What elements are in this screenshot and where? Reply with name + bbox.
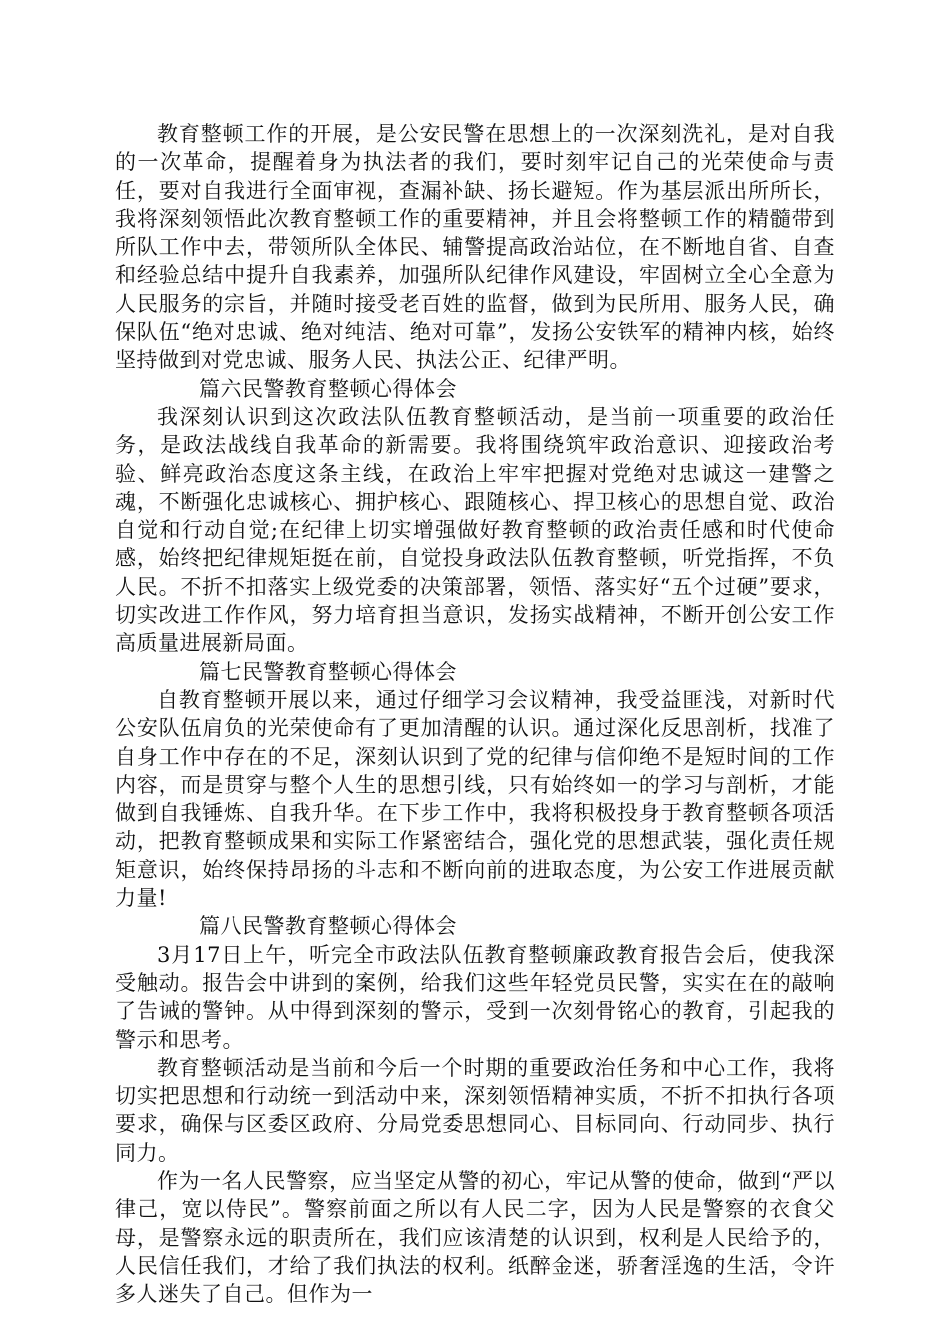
body-paragraph: 自教育整顿开展以来，通过仔细学习会议精神，我受益匪浅，对新时代公安队伍肩负的光荣使命有了更加清醒的认识。通过深化反思剖析，找准了自身工作中存在的不足，深刻认识到了党的纪律与信仰绝不是短时间的工作内容，而是贯穿与整个人生的思想引线，只有始终如一的学习与剖析，才能做到自我锤炼、自我升华。在下步工作中，我将积极投身于教育整顿各项活动，把教育整顿成果和实际工作紧密结合，强化党的思想武装，强化责任规矩意识，始终保持昂扬的斗志和不断向前的进取态度，为公安工作进展贡献力量! <box>115 687 835 911</box>
section-heading: 篇七民警教育整顿心得体会 <box>199 659 457 684</box>
section-heading: 篇八民警教育整顿心得体会 <box>199 914 457 939</box>
document-body <box>115 120 835 1308</box>
body-paragraph: 我深刻认识到这次政法队伍教育整顿活动，是当前一项重要的政治任务，是政法战线自我革命的新需要。我将围绕筑牢政治意识、迎接政治考验、鲜亮政治态度这条主线，在政治上牢牢把握对党绝对忠诚这一建警之魂，不断强化忠诚核心、拥护核心、跟随核心、捍卫核心的思想自觉、政治自觉和行动自觉;在纪律上切实增强做好教育整顿的政治责任感和时代使命感，始终把纪律规矩挺在前，自觉投身政法队伍教育整顿，听党指挥，不负人民。不折不扣落实上级党委的决策部署，领悟、落实好“五个过硬”要求，切实改进工作作风，努力培育担当意识，发扬实战精神，不断开创公安工作高质量进展新局面。 <box>115 404 835 656</box>
body-paragraph: 3月17日上午，听完全市政法队伍教育整顿廉政教育报告会后，使我深受触动。报告会中讲到的案例，给我们这些年轻党员民警，实实在在的敲响了告诫的警钟。从中得到深刻的警示，受到一次刻骨铭心的教育，引起我的警示和思考。 <box>115 942 835 1052</box>
section-heading: 篇六民警教育整顿心得体会 <box>199 376 457 401</box>
body-paragraph: 作为一名人民警察，应当坚定从警的初心，牢记从警的使命，做到“严以律己，宽以侍民”。警察前面之所以有人民二字，因为人民是警察的衣食父母，是警察永远的职责所在，我们应该清楚的认识到，权利是人民给予的，人民信任我们，才给了我们执法的权利。纸醉金迷，骄奢淫逸的生活，令许多人迷失了自己。但作为一 <box>115 1168 835 1307</box>
body-paragraph: 教育整顿活动是当前和今后一个时期的重要政治任务和中心工作，我将切实把思想和行动统一到活动中来，深刻领悟精神实质，不折不扣执行各项要求，确保与区委区政府、分局党委思想同心、目标同向、行动同步、执行同力。 <box>115 1055 835 1165</box>
body-paragraph: 教育整顿工作的开展，是公安民警在思想上的一次深刻洗礼，是对自我的一次革命，提醒着身为执法者的我们，要时刻牢记自己的光荣使命与责任，要对自我进行全面审视，查漏补缺、扬长避短。作为基层派出所所长，我将深刻领悟此次教育整顿工作的重要精神，并且会将整顿工作的精髓带到所队工作中去，带领所队全体民、辅警提高政治站位，在不断地自省、自查和经验总结中提升自我素养，加强所队纪律作风建设，牢固树立全心全意为人民服务的宗旨，并随时接受老百姓的监督，做到为民所用、服务人民，确保队伍“绝对忠诚、绝对纯洁、绝对可靠”，发扬公安铁军的精神内核，始终坚持做到对党忠诚、服务人民、执法公正、纪律严明。 <box>115 122 835 373</box>
